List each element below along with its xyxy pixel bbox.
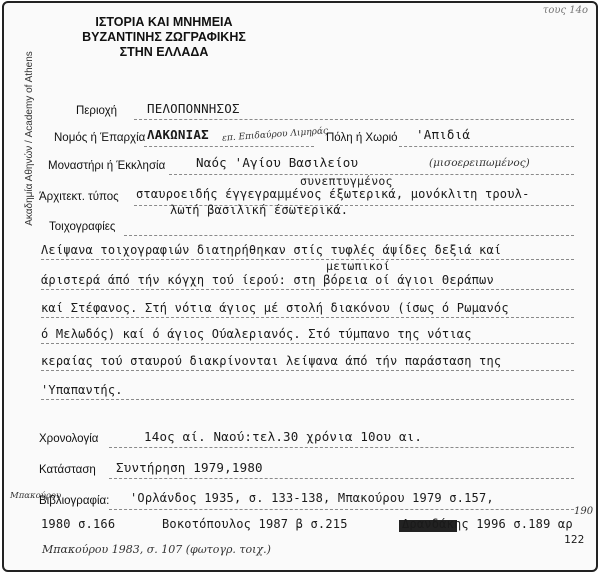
condition-line [109, 478, 574, 479]
church-label: Μοναστήρι ή Έκκλησία [48, 160, 166, 172]
dating-label: Χρονολογία [39, 433, 99, 445]
murals-underline-1 [41, 259, 574, 260]
murals-text-line-4: ό Μελωδός) καί ό άγιος Ούαλεριανός. Στό τύμπανο της νότιας [41, 327, 472, 341]
bibliography-label: Βιβλιογραφία: [39, 495, 110, 507]
murals-underline-5 [41, 370, 574, 371]
architecture-label: Άρχιτεκτ. τύπος [39, 191, 119, 203]
header-line-2: ΒΥΖΑΝΤΙΝΗΣ ΖΩΓΡΑΦΙΚΗΣ [82, 30, 246, 44]
prefecture-line [144, 146, 314, 147]
dating-value: 14ος αί. Ναού:τελ.30 χρόνια 10ου αι. [144, 429, 423, 444]
murals-text-line-3: καί Στέφανος. Στή νότια άγιος μέ στολή διακόνου (ίσως ό Ρωμανός [41, 301, 509, 315]
murals-text-line-5: κεραίας τού σταυρού διακρίνονται λείψανα άπό τήν παράσταση της [41, 354, 502, 368]
church-handwritten-note: (μισοερειπωμένος) [429, 157, 530, 169]
prefecture-handwritten-note: επ. Επιδαύρου Λιμηράς [221, 126, 329, 144]
murals-text-line-6: 'Υπαπαντής. [41, 383, 123, 397]
murals-text-line-2: άριστερά άπό τήν κόγχη τού ίερού: στη βόρεια οί άγιοι Θεράπων [41, 273, 494, 287]
region-value: ΠΕΛΟΠΟΝΝΗΣΟΣ [147, 101, 240, 116]
prefecture-label: Νομός ή Έπαρχία [54, 132, 146, 144]
architecture-insert: συνεπτυγμένος [300, 174, 393, 188]
murals-underline-6 [41, 399, 574, 400]
region-label: Περιοχή [76, 105, 118, 117]
prefecture-value: ΛΑΚΩΝΙΑΣ [147, 127, 209, 142]
murals-insert: μετωπικοί [326, 259, 391, 273]
village-value: 'Απιδιά [416, 127, 471, 142]
bibliography-margin-note: Μπακούρου [10, 491, 62, 501]
archive-header [54, 15, 274, 60]
header-line-1: ΙΣΤΟΡΙΑ ΚΑΙ ΜΝΗΜΕΙΑ [95, 15, 233, 29]
condition-value: Συντήρηση 1979,1980 [116, 460, 263, 475]
murals-text-line-1: Λείψανα τοιχογραφιών διατηρήθηκαν στίς τυφλές άψίδες δεξιά καί [41, 243, 502, 257]
murals-label: Τοιχογραφίες [49, 221, 116, 233]
murals-underline-3 [41, 317, 574, 318]
bibliography-line-1 [109, 509, 574, 510]
condition-label: Κατάσταση [39, 464, 96, 476]
bibliography-value-2b: Βοκοτόπουλος 1987 β σ.215 [162, 517, 348, 531]
church-value: Ναός 'Αγίου Βασιλείου [196, 155, 359, 170]
bibliography-value-2a: 1980 σ.166 [41, 517, 116, 531]
corner-note: τους 14ο [542, 5, 588, 16]
region-line [134, 119, 574, 120]
dating-line [109, 447, 574, 448]
index-card [2, 1, 598, 572]
bibliography-page-number: 122 [564, 533, 585, 546]
bibliography-value-1: 'Ορλάνδος 1935, σ. 133-138, Μπακούρου 1979 σ.157, [130, 491, 494, 505]
bibliography-value-2c: Δρανδάκης 1996 σ.189 αρ [402, 517, 573, 531]
bibliography-handwritten-entry: Μπακούρου 1983, σ. 107 (φωτογρ. τοιχ.) [42, 543, 271, 556]
academy-watermark-text: Ακαδημία Αθηνών / Academy of Athens [23, 51, 35, 226]
bibliography-handwritten-number: 190 [574, 506, 594, 517]
murals-underline-2 [41, 289, 574, 290]
murals-underline-4 [41, 343, 574, 344]
village-line [399, 146, 574, 147]
village-label: Πόλη ή Χωριό [326, 132, 398, 144]
murals-line [124, 235, 574, 236]
architecture-value-1: σταυροειδής έγγεγραμμένος έξωτερικά, μονόκλιτη τρουλ- [136, 187, 530, 201]
architecture-value-2: λωτή βασιλική έσωτερικά. [170, 203, 349, 217]
header-line-3: ΣΤΗΝ ΕΛΛΑΔΑ [119, 45, 209, 59]
